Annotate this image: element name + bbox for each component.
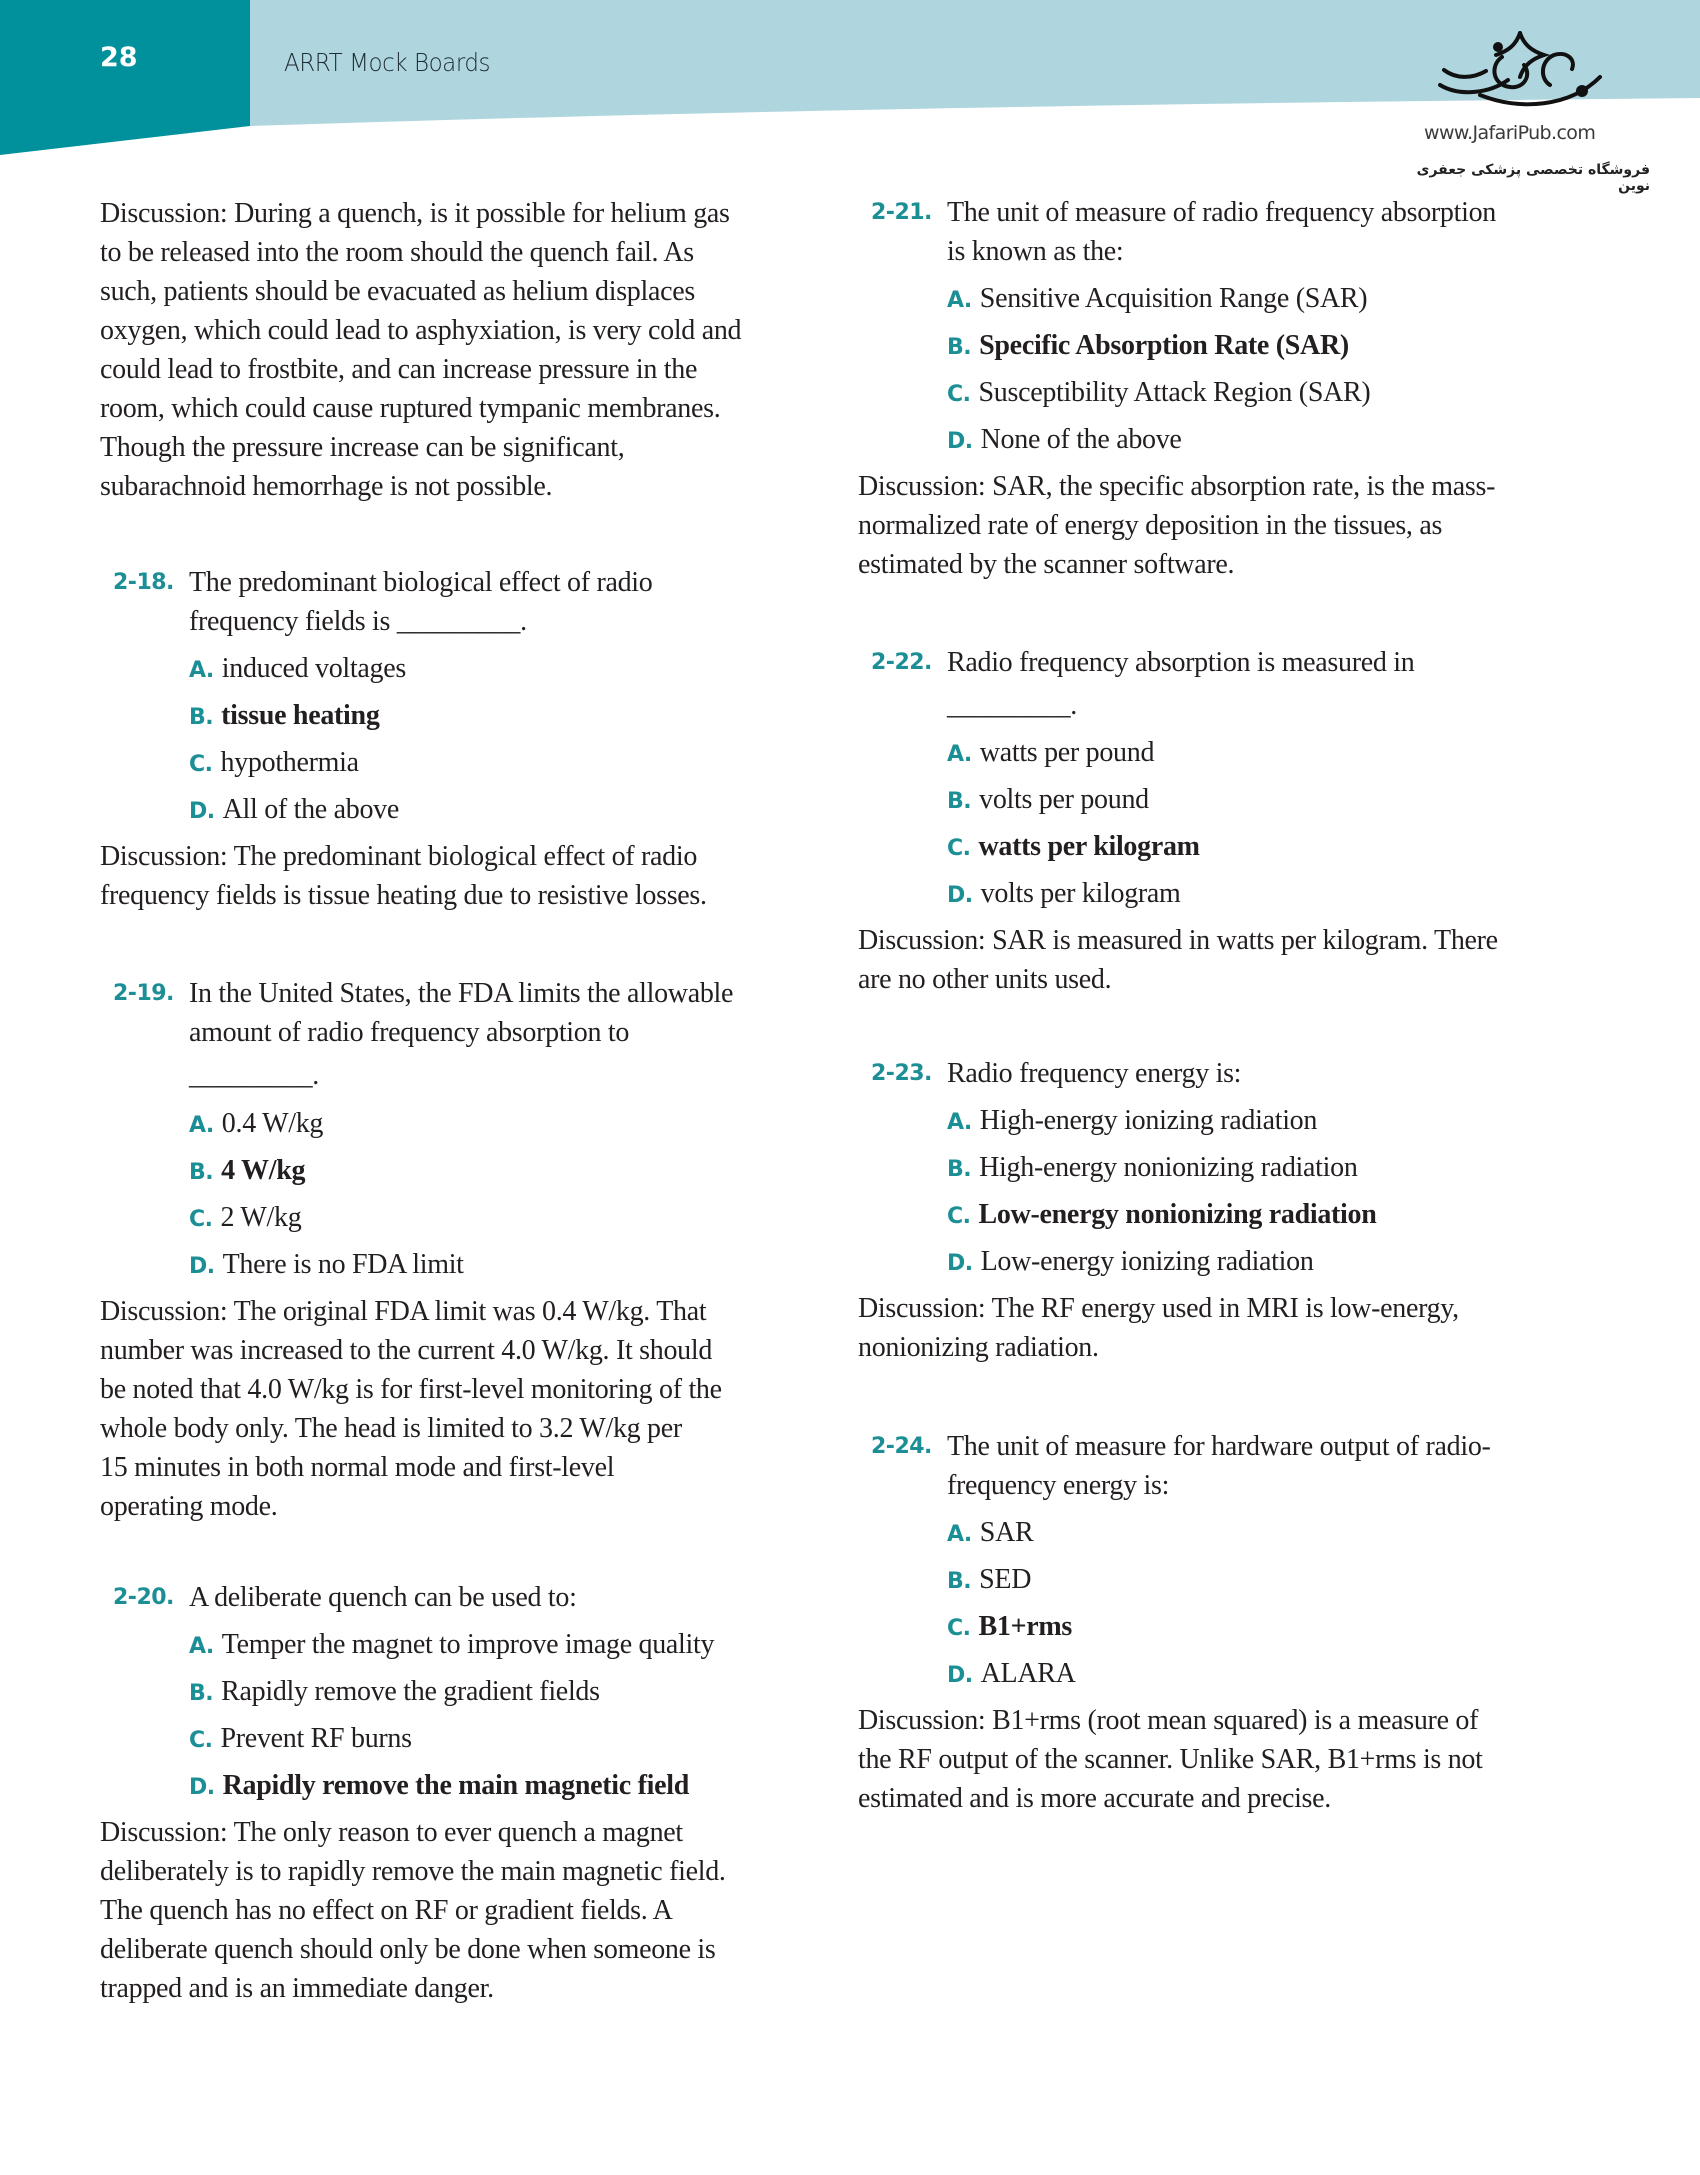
option-text: 0.4 W/kg bbox=[221, 1108, 324, 1139]
option-letter: D. bbox=[947, 1251, 973, 1276]
option-text: watts per kilogram bbox=[978, 831, 1200, 862]
stem-line: amount of radio frequency absorption to bbox=[189, 1017, 630, 1048]
option-letter: C. bbox=[189, 1728, 213, 1753]
option-a[interactable] bbox=[947, 1101, 1317, 1142]
stem-line: _________. bbox=[189, 1060, 320, 1091]
jafaripub-logo-icon bbox=[1420, 25, 1620, 115]
option-text: Rapidly remove the main magnetic field bbox=[222, 1770, 689, 1801]
option-a[interactable] bbox=[947, 1513, 1033, 1554]
discussion-line: Discussion: During a quench, is it possible for helium gas bbox=[100, 198, 730, 229]
option-text: Rapidly remove the gradient fields bbox=[221, 1676, 600, 1707]
running-title: ARRT Mock Boards bbox=[284, 48, 491, 77]
option-letter: C. bbox=[947, 836, 971, 861]
question-discussion bbox=[100, 1813, 820, 2008]
stem-line: frequency fields is _________. bbox=[189, 606, 527, 637]
option-c[interactable] bbox=[947, 373, 1370, 414]
option-text: volts per pound bbox=[979, 784, 1149, 815]
discussion-line: are no other units used. bbox=[858, 964, 1112, 995]
option-text: Low-energy nonionizing radiation bbox=[978, 1199, 1377, 1230]
discussion-line: whole body only. The head is limited to 3.2 W/kg per bbox=[100, 1413, 682, 1444]
discussion-line: Discussion: B1+rms (root mean squared) is a measure of bbox=[858, 1705, 1479, 1736]
option-letter: D. bbox=[189, 799, 215, 824]
stem-line: A deliberate quench can be used to: bbox=[189, 1582, 577, 1613]
discussion-line: normalized rate of energy deposition in the tissues, as bbox=[858, 510, 1443, 541]
option-letter: A. bbox=[947, 1522, 972, 1547]
page-number: 28 bbox=[100, 42, 138, 73]
option-text: 4 W/kg bbox=[221, 1155, 306, 1186]
publisher-tagline: فروشگاه تخصصی پزشکی جعفری نوین bbox=[1416, 162, 1650, 194]
option-c-correct[interactable] bbox=[947, 1195, 1377, 1236]
option-letter: B. bbox=[947, 1157, 972, 1182]
discussion-line: deliberately is to rapidly remove the main magnetic field. bbox=[100, 1856, 726, 1887]
question-number: 2-18. bbox=[113, 570, 174, 595]
option-b[interactable] bbox=[947, 1560, 1031, 1601]
discussion-line: Discussion: The RF energy used in MRI is low-energy, bbox=[858, 1293, 1459, 1324]
discussion-line: room, which could cause ruptured tympanic membranes. bbox=[100, 393, 721, 424]
question-stem bbox=[947, 1054, 1567, 1093]
discussion-line: to be released into the room should the quench fail. As bbox=[100, 237, 694, 268]
option-text: B1+rms bbox=[978, 1611, 1072, 1642]
option-letter: B. bbox=[189, 1681, 214, 1706]
option-c[interactable] bbox=[189, 1719, 412, 1760]
question-number: 2-19. bbox=[113, 981, 174, 1006]
option-a[interactable] bbox=[189, 1104, 323, 1145]
question-stem bbox=[189, 974, 809, 1095]
option-letter: C. bbox=[189, 1207, 213, 1232]
discussion-line: Discussion: The original FDA limit was 0.4 W/kg. That bbox=[100, 1296, 707, 1327]
option-d[interactable] bbox=[947, 874, 1181, 915]
question-number: 2-21. bbox=[871, 200, 932, 225]
option-text: Low-energy ionizing radiation bbox=[980, 1246, 1314, 1277]
question-number: 2-24. bbox=[871, 1434, 932, 1459]
option-d[interactable] bbox=[947, 1654, 1076, 1695]
option-text: SAR bbox=[979, 1517, 1034, 1548]
option-text: All of the above bbox=[222, 794, 399, 825]
question-discussion bbox=[100, 1292, 820, 1526]
stem-line: The unit of measure for hardware output of radio- bbox=[947, 1431, 1491, 1462]
option-b-correct[interactable] bbox=[947, 326, 1349, 367]
discussion-line: Though the pressure increase can be significant, bbox=[100, 432, 625, 463]
discussion-line: Discussion: SAR is measured in watts per kilogram. There bbox=[858, 925, 1498, 956]
question-number: 2-20. bbox=[113, 1585, 174, 1610]
question-stem bbox=[947, 1427, 1567, 1505]
option-text: Sensitive Acquisition Range (SAR) bbox=[979, 283, 1368, 314]
discussion-line: the RF output of the scanner. Unlike SAR, B1+rms is not bbox=[858, 1744, 1483, 1775]
option-letter: D. bbox=[947, 1663, 973, 1688]
option-text: High-energy nonionizing radiation bbox=[979, 1152, 1358, 1183]
option-text: ALARA bbox=[980, 1658, 1076, 1689]
option-letter: A. bbox=[947, 1110, 972, 1135]
option-b-correct[interactable] bbox=[189, 696, 380, 737]
option-letter: A. bbox=[189, 658, 214, 683]
discussion-line: 15 minutes in both normal mode and first-level bbox=[100, 1452, 615, 1483]
option-letter: D. bbox=[947, 429, 973, 454]
option-letter: A. bbox=[189, 1113, 214, 1138]
option-text: volts per kilogram bbox=[980, 878, 1181, 909]
option-text: None of the above bbox=[980, 424, 1182, 455]
option-a[interactable] bbox=[189, 649, 406, 690]
option-d[interactable] bbox=[189, 1245, 464, 1286]
option-text: Susceptibility Attack Region (SAR) bbox=[978, 377, 1371, 408]
option-letter: A. bbox=[947, 288, 972, 313]
option-d-correct[interactable] bbox=[189, 1766, 689, 1807]
option-letter: D. bbox=[189, 1775, 215, 1800]
option-letter: C. bbox=[189, 752, 213, 777]
option-text: High-energy ionizing radiation bbox=[979, 1105, 1318, 1136]
stem-line: Radio frequency absorption is measured in bbox=[947, 647, 1415, 678]
option-letter: C. bbox=[947, 1616, 971, 1641]
option-text: There is no FDA limit bbox=[222, 1249, 464, 1280]
discussion-line: subarachnoid hemorrhage is not possible. bbox=[100, 471, 553, 502]
option-d[interactable] bbox=[947, 420, 1182, 461]
option-letter: C. bbox=[947, 1204, 971, 1229]
question-number: 2-23. bbox=[871, 1061, 932, 1086]
discussion-line: Discussion: SAR, the specific absorption rate, is the mass- bbox=[858, 471, 1496, 502]
option-b-correct[interactable] bbox=[189, 1151, 305, 1192]
option-text: tissue heating bbox=[221, 700, 380, 731]
stem-line: frequency energy is: bbox=[947, 1470, 1170, 1501]
question-stem bbox=[947, 643, 1567, 725]
question-discussion bbox=[858, 1701, 1578, 1818]
option-c-correct[interactable] bbox=[947, 1607, 1072, 1648]
discussion-line: Discussion: The only reason to ever quench a magnet bbox=[100, 1817, 683, 1848]
stem-line: is known as the: bbox=[947, 236, 1124, 267]
discussion-line: nonionizing radiation. bbox=[858, 1332, 1099, 1363]
option-letter: C. bbox=[947, 382, 971, 407]
discussion-line: be noted that 4.0 W/kg is for first-level monitoring of the bbox=[100, 1374, 722, 1405]
option-c[interactable] bbox=[189, 1198, 301, 1239]
option-letter: A. bbox=[189, 1634, 214, 1659]
option-text: Specific Absorption Rate (SAR) bbox=[979, 330, 1349, 361]
discussion-line: frequency fields is tissue heating due to resistive losses. bbox=[100, 880, 707, 911]
option-letter: D. bbox=[947, 883, 973, 908]
publisher-url: www.JafariPub.com bbox=[1424, 122, 1596, 144]
option-d[interactable] bbox=[189, 790, 399, 831]
stem-line: _________. bbox=[947, 690, 1078, 721]
question-discussion bbox=[858, 921, 1578, 999]
option-letter: B. bbox=[947, 335, 972, 360]
option-c[interactable] bbox=[189, 743, 359, 784]
question-discussion bbox=[858, 1289, 1578, 1367]
discussion-line: estimated by the scanner software. bbox=[858, 549, 1235, 580]
option-letter: B. bbox=[189, 705, 214, 730]
option-text: Temper the magnet to improve image quality bbox=[221, 1629, 715, 1660]
option-text: SED bbox=[979, 1564, 1032, 1595]
option-letter: B. bbox=[947, 1569, 972, 1594]
discussion-line: operating mode. bbox=[100, 1491, 278, 1522]
discussion-line: number was increased to the current 4.0 W/kg. It should bbox=[100, 1335, 713, 1366]
discussion-line: could lead to frostbite, and can increase pressure in the bbox=[100, 354, 698, 385]
stem-line: Radio frequency energy is: bbox=[947, 1058, 1242, 1089]
question-number: 2-22. bbox=[871, 650, 932, 675]
option-a[interactable] bbox=[947, 279, 1367, 320]
option-text: Prevent RF burns bbox=[220, 1723, 412, 1754]
option-c-correct[interactable] bbox=[947, 827, 1200, 868]
discussion-line: trapped and is an immediate danger. bbox=[100, 1973, 494, 2004]
option-text: induced voltages bbox=[221, 653, 406, 684]
question-stem bbox=[189, 1578, 809, 1617]
discussion-line: such, patients should be evacuated as helium displaces bbox=[100, 276, 695, 307]
intro-discussion bbox=[100, 194, 820, 506]
discussion-line: deliberate quench should only be done when someone is bbox=[100, 1934, 716, 1965]
option-text: 2 W/kg bbox=[220, 1202, 302, 1233]
option-text: watts per pound bbox=[979, 737, 1155, 768]
discussion-line: The quench has no effect on RF or gradient fields. A bbox=[100, 1895, 673, 1926]
question-stem bbox=[947, 193, 1567, 271]
question-discussion bbox=[100, 837, 820, 915]
question-stem bbox=[189, 563, 809, 641]
option-a[interactable] bbox=[189, 1625, 714, 1666]
option-b[interactable] bbox=[947, 780, 1149, 821]
stem-line: The predominant biological effect of radio bbox=[189, 567, 653, 598]
option-letter: B. bbox=[189, 1160, 214, 1185]
stem-line: In the United States, the FDA limits the allowable bbox=[189, 978, 734, 1009]
option-letter: D. bbox=[189, 1254, 215, 1279]
discussion-line: estimated and is more accurate and precise. bbox=[858, 1783, 1331, 1814]
option-d[interactable] bbox=[947, 1242, 1314, 1283]
option-letter: A. bbox=[947, 742, 972, 767]
stem-line: The unit of measure of radio frequency absorption bbox=[947, 197, 1496, 228]
discussion-line: Discussion: The predominant biological effect of radio bbox=[100, 841, 698, 872]
option-b[interactable] bbox=[189, 1672, 600, 1713]
option-b[interactable] bbox=[947, 1148, 1358, 1189]
option-letter: B. bbox=[947, 789, 972, 814]
option-a[interactable] bbox=[947, 733, 1154, 774]
question-discussion bbox=[858, 467, 1578, 584]
discussion-line: oxygen, which could lead to asphyxiation, is very cold and bbox=[100, 315, 742, 346]
option-text: hypothermia bbox=[220, 747, 359, 778]
